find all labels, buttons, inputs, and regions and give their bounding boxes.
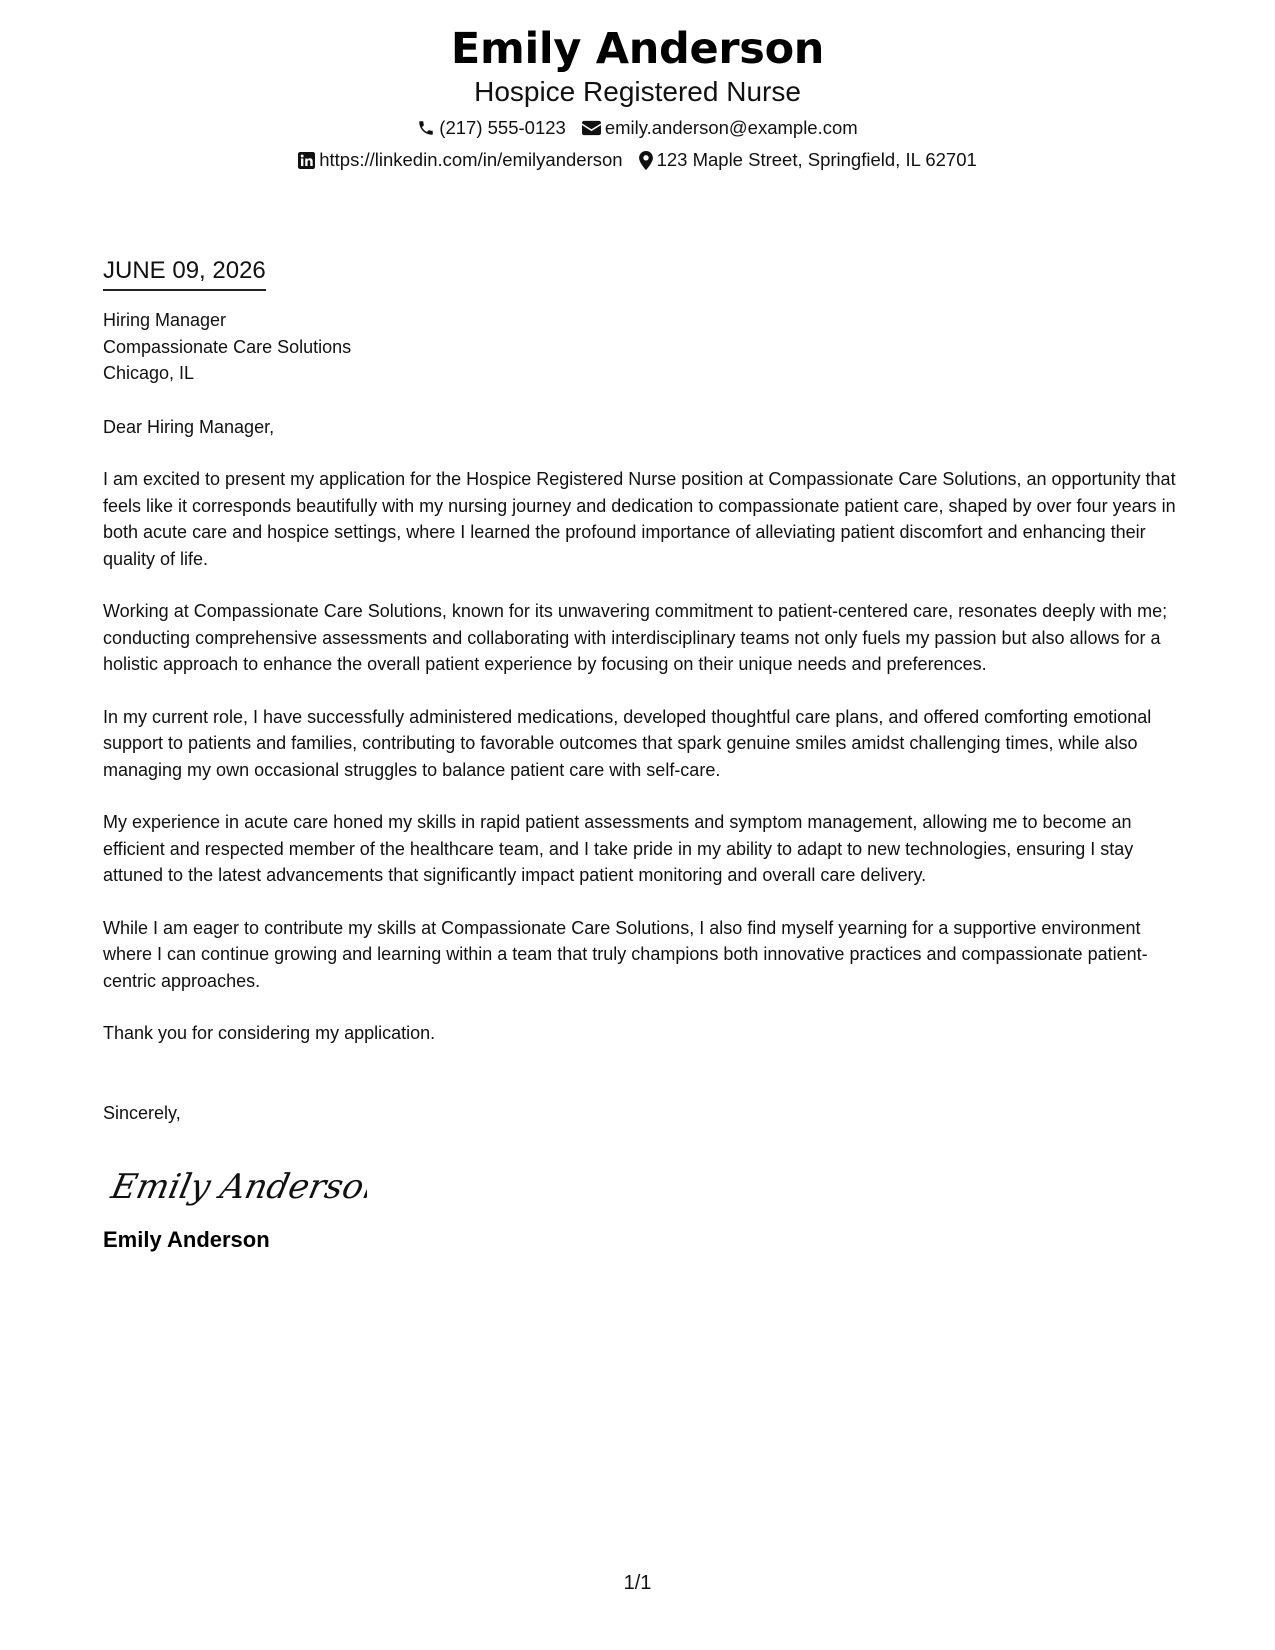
linkedin-contact[interactable] xyxy=(298,148,622,172)
contact-row-primary xyxy=(0,116,1275,140)
phone-text: (217) 555-0123 xyxy=(439,117,566,138)
phone-contact[interactable] xyxy=(417,116,566,140)
body-paragraph: While I am eager to contribute my skills at Compassionate Care Solutions, I also find myself yearning for a supportive environment where I can continue growing and learning within a team that truly champions both innovative practices and compassionate patient-centric approaches. xyxy=(103,917,1148,991)
signature-glyphs: Emily Anderson xyxy=(107,1167,367,1207)
email-text: emily.anderson@example.com xyxy=(604,117,858,138)
job-title: Hospice Registered Nurse xyxy=(474,76,801,107)
handwritten-signature xyxy=(107,1154,1183,1216)
page-number: 1/1 xyxy=(623,1572,652,1594)
map-pin-icon xyxy=(639,151,653,170)
address-contact xyxy=(639,148,977,172)
body-paragraph: I am excited to present my application for the Hospice Registered Nurse position at Compassionate Care Solutions, an opportunity that feels like it corresponds beautifully with my nursing journey and dedication to compassionate patient care, shaped by over four years in both acute care and hospice settings, where I learned the profound importance of alleviating patient discomfort and enhancing their quality of life. xyxy=(103,469,1176,569)
letter-body xyxy=(103,256,1183,1254)
linkedin-text: https://linkedin.com/in/emilyanderson xyxy=(319,149,623,170)
email-contact[interactable] xyxy=(582,116,858,140)
phone-icon xyxy=(417,119,435,137)
salutation: Dear Hiring Manager, xyxy=(103,416,275,437)
recipient-line: Hiring Manager xyxy=(103,310,227,330)
recipient-block xyxy=(103,307,1183,387)
letter-date: JUNE 09, 2026 xyxy=(103,256,266,291)
thank-you-paragraph: Thank you for considering my application. xyxy=(103,1023,436,1043)
linkedin-icon xyxy=(298,152,315,169)
signer-name: Emily Anderson xyxy=(103,1227,270,1252)
applicant-name: Emily Anderson xyxy=(450,24,825,74)
recipient-line: Compassionate Care Solutions xyxy=(103,336,352,357)
body-paragraph: Working at Compassionate Care Solutions, known for its unwavering commitment to patient-centered care, resonates deeply with me; conducting comprehensive assessments and collaborating with interdisciplinary teams not only fuels my passion but also allows for a holistic approach to enhance the overall patient experience by focusing on their unique needs and preferences. xyxy=(103,601,1168,674)
recipient-line: Chicago, IL xyxy=(103,363,195,383)
address-text: 123 Maple Street, Springfield, IL 62701 xyxy=(656,149,977,170)
body-paragraph: My experience in acute care honed my skills in rapid patient assessments and symptom management, allowing me to become an efficient and respected member of the healthcare team, and I take pride in my ability to adapt to new technologies, ensuring I stay attuned to the latest advancements that significantly impact patient monitoring and overall care delivery. xyxy=(103,812,1134,885)
contact-row-secondary xyxy=(0,148,1275,172)
letter-header xyxy=(0,22,1275,172)
signature-image xyxy=(107,1154,367,1216)
body-paragraph: In my current role, I have successfully administered medications, developed thoughtful care plans, and offered comforting emotional support to patients and families, contributing to favorable outcomes that spark genuine smiles amidst challenging times, while also managing my own occasional struggles to balance patient care with self-care. xyxy=(103,706,1152,780)
closing: Sincerely, xyxy=(103,1102,181,1123)
envelope-icon xyxy=(582,120,601,136)
